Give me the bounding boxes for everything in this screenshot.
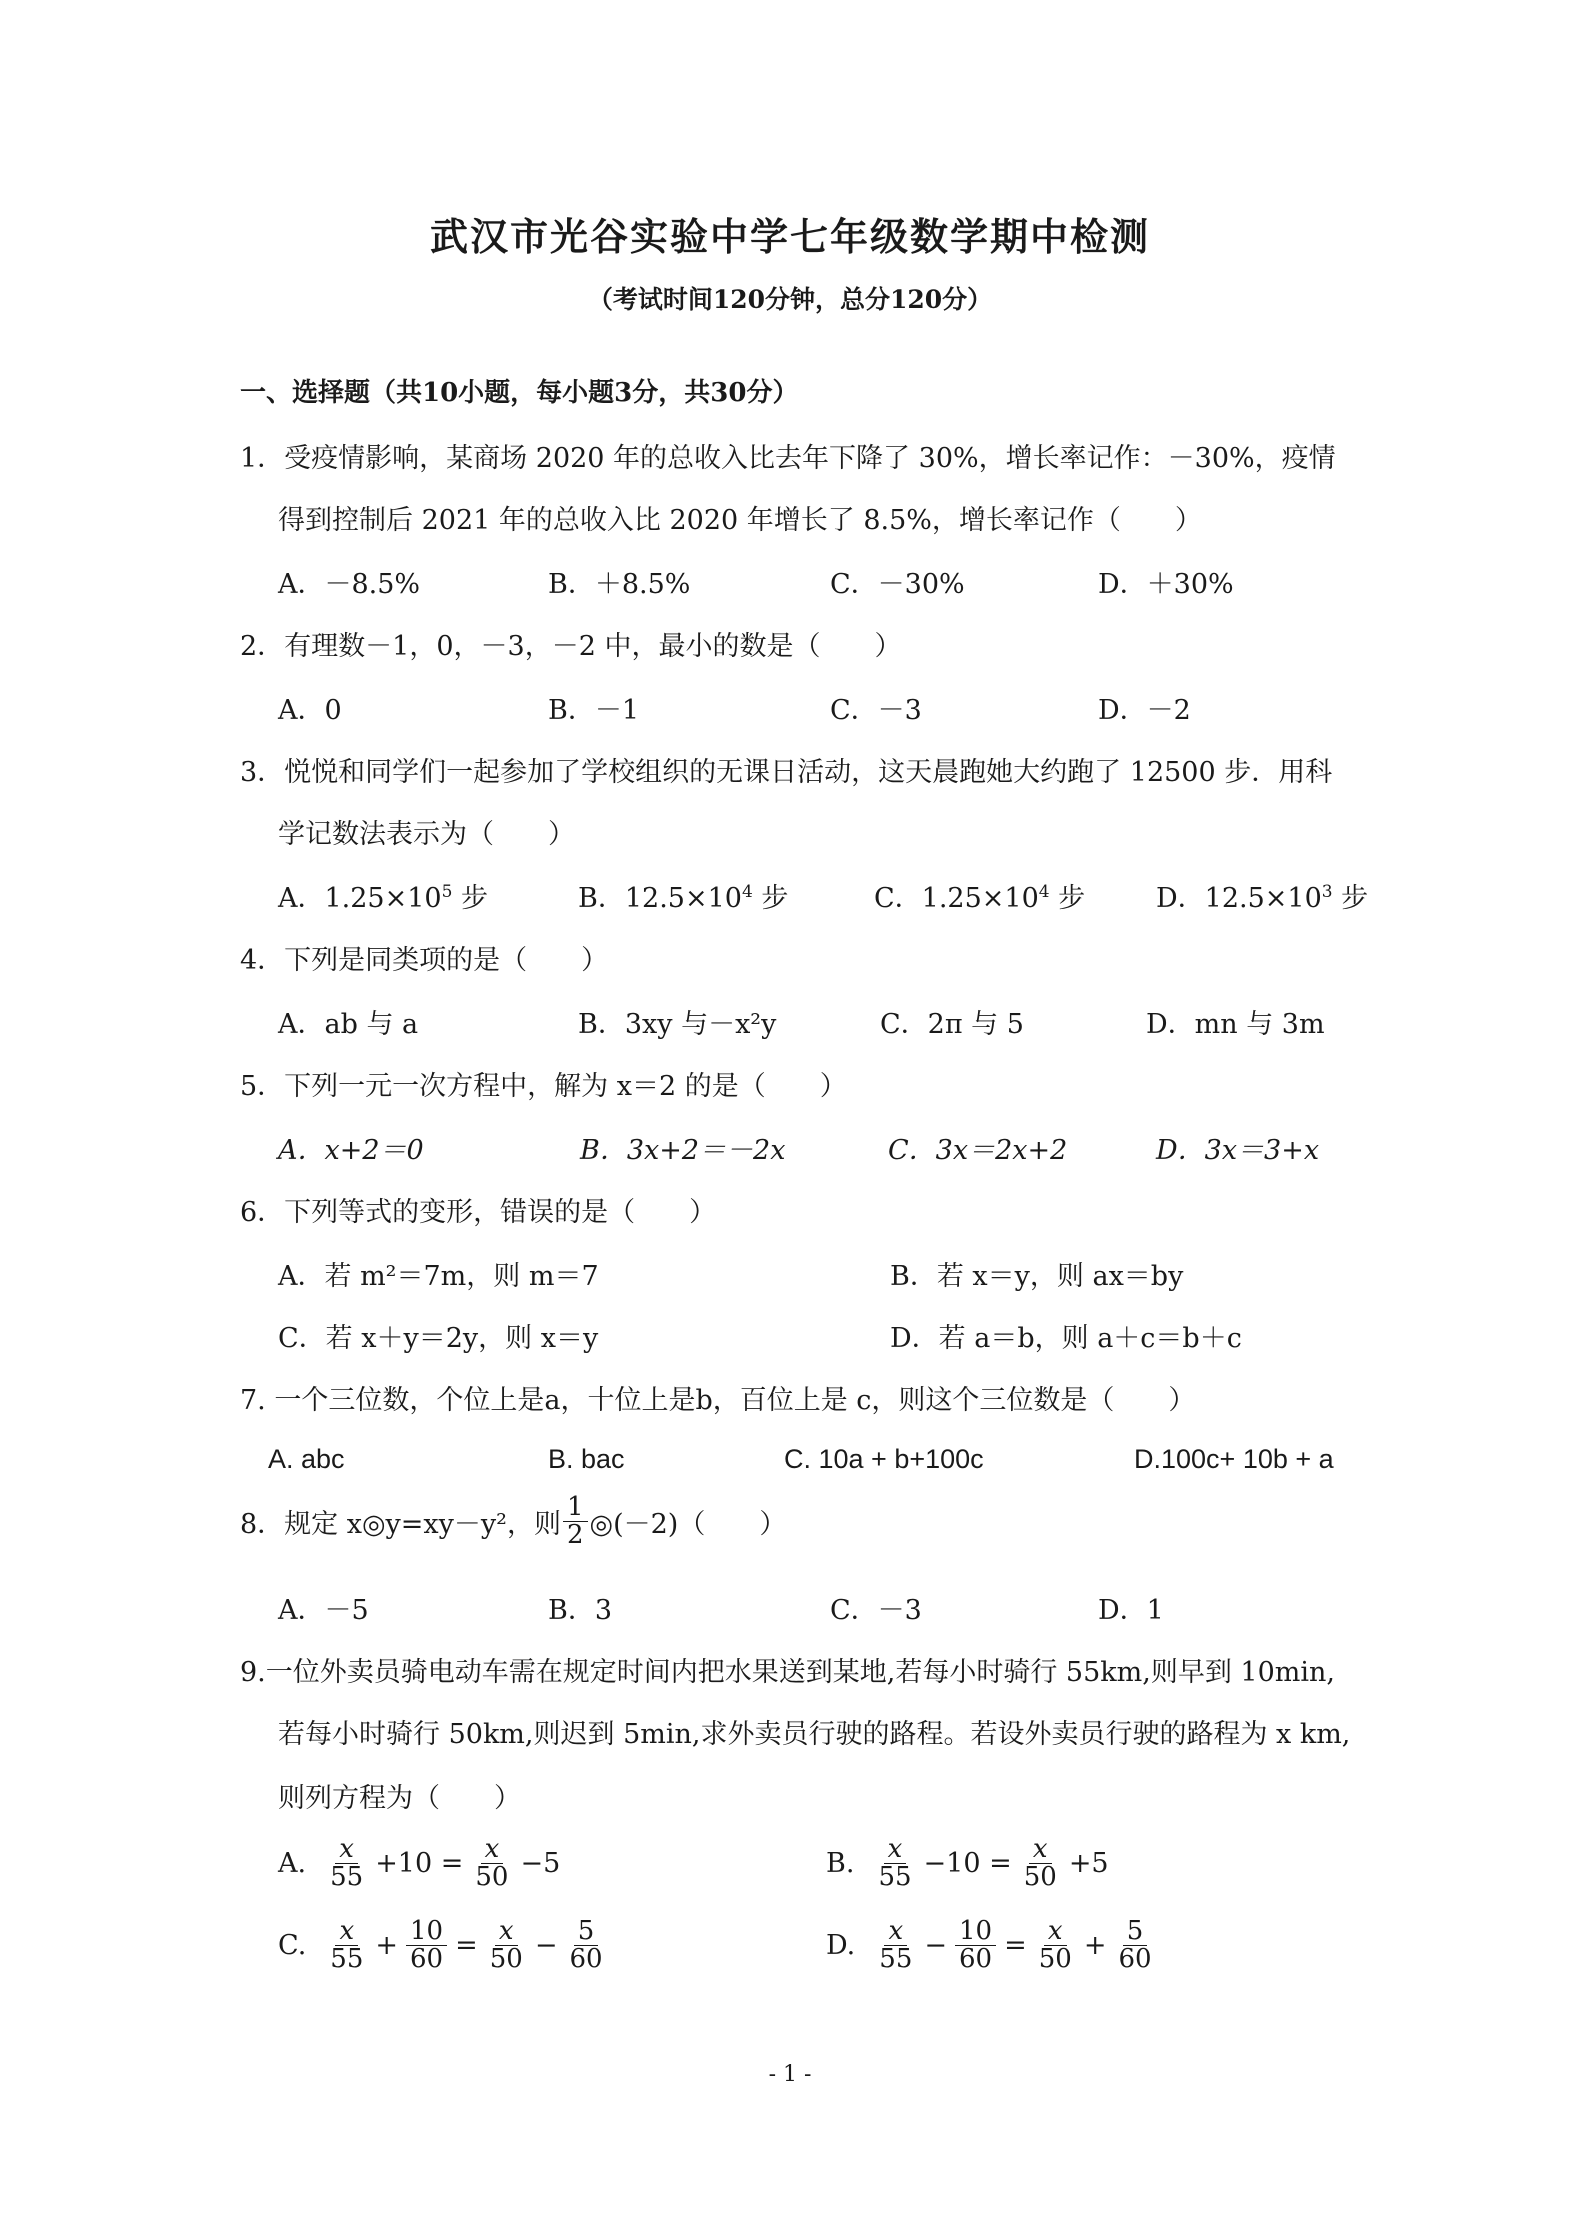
q8-option-d: D．1 — [1098, 1595, 1164, 1626]
q3-option-d: D．$12.5\times 10^3$ 步 — [1156, 882, 1369, 914]
q1-option-d: D．＋30% — [1098, 569, 1234, 600]
exam-subtitle: （考试时间120分钟，总分120分） — [587, 285, 993, 314]
q9-option-d: D. $\frac{x}{55}$ − $\frac{10}{60}$ = $\frac{x}{50}$ + $\frac{5}{60}$ — [826, 1916, 1152, 1975]
q9-line2: 若每小时骑行 50km,则迟到 5min,求外卖员行驶的路程。若设外卖员行驶的路程为 x km, — [278, 1719, 1351, 1750]
q7-option-a: A. abc — [268, 1444, 345, 1474]
q6-line1: 6．下列等式的变形，错误的是（ ） — [240, 1197, 717, 1228]
section-heading: 一、选择题（共10小题，每小题3分，共30分） — [240, 378, 799, 408]
q3-line1: 3．悦悦和同学们一起参加了学校组织的无课日活动，这天晨跑她大约跑了 12500 步．用科 — [240, 757, 1333, 788]
q1-line1: 1．受疫情影响，某商场 2020 年的总收入比去年下降了 30%，增长率记作：－30%，疫情 — [240, 443, 1336, 474]
q8-line1 — [240, 1494, 786, 1550]
q4-option-b: B．3xy 与－x²y — [578, 1009, 777, 1040]
q6-option-b: B．若 x＝y，则 ax＝by — [890, 1261, 1184, 1292]
q2-option-b: B．－1 — [548, 695, 640, 726]
q9-line1: 9.一位外卖员骑电动车需在规定时间内把水果送到某地,若每小时骑行 55km,则早到 10min, — [240, 1657, 1335, 1688]
q5-option-b: B．3x+2＝－2x — [580, 1135, 786, 1166]
q3-option-a: A．$1.25\times 10^5$ 步 — [278, 882, 489, 914]
q7-option-d: D.100c+ 10b + a — [1134, 1444, 1334, 1474]
q6-option-a: A．若 m²＝7m，则 m＝7 — [278, 1261, 599, 1292]
q8-option-c: C．－3 — [830, 1595, 922, 1626]
page-number: - 1 - — [768, 2062, 812, 2087]
q5-line1: 5．下列一元一次方程中，解为 x＝2 的是（ ） — [240, 1071, 847, 1102]
q7-option-b: B. bac — [548, 1444, 625, 1474]
q4-line1: 4．下列是同类项的是（ ） — [240, 945, 609, 976]
q8-option-b: B．3 — [548, 1595, 613, 1626]
q8-option-a: A．－5 — [278, 1595, 369, 1626]
q1-option-c: C．－30% — [830, 569, 965, 600]
q8-stem-post: ◎(－2)（ ） — [589, 1509, 787, 1541]
q4-option-c: C．2π 与 5 — [880, 1009, 1024, 1040]
q2-option-d: D．－2 — [1098, 695, 1191, 726]
q5-option-d: D．3x＝3+x — [1156, 1135, 1320, 1166]
q2-option-a: A．0 — [278, 695, 342, 726]
exam-title: 武汉市光谷实验中学七年级数学期中检测 — [429, 214, 1150, 259]
q2-line1: 2．有理数－1，0，－3，－2 中，最小的数是（ ） — [240, 631, 902, 662]
q6-option-d: D．若 a＝b，则 a＋c＝b＋c — [890, 1323, 1242, 1354]
q8-stem-pre: 8．规定 x◎y=xy－y²，则 — [240, 1509, 561, 1541]
q3-line2: 学记数法表示为（ ） — [278, 819, 575, 850]
q2-option-c: C．－3 — [830, 695, 922, 726]
q5-option-c: C．3x＝2x+2 — [888, 1135, 1068, 1166]
q4-option-d: D．mn 与 3m — [1146, 1009, 1325, 1040]
q1-option-a: A．－8.5% — [278, 569, 421, 600]
q4-option-a: A．ab 与 a — [278, 1009, 419, 1040]
q1-option-b: B．＋8.5% — [548, 569, 691, 600]
q9-option-b: B. $\frac{x}{55}$ −10 = $\frac{x}{50}$ +5 — [826, 1834, 1109, 1893]
q7-option-c: C. 10a + b+100c — [784, 1444, 984, 1474]
q6-option-c: C．若 x＋y＝2y，则 x＝y — [278, 1323, 599, 1354]
q5-option-a: A．x+2＝0 — [278, 1135, 424, 1166]
q1-line2: 得到控制后 2021 年的总收入比 2020 年增长了 8.5%，增长率记作（ ） — [278, 505, 1202, 536]
q7-line1: 7. 一个三位数，个位上是a，十位上是b，百位上是 c，则这个三位数是（ ） — [240, 1385, 1196, 1416]
q8-fraction: $\frac{1}{2}$ — [563, 1494, 588, 1550]
q9-line3: 则列方程为（ ） — [278, 1783, 521, 1814]
q3-option-b: B．$12.5\times 10^4$ 步 — [578, 882, 789, 914]
q3-option-c: C．$1.25\times 10^4$ 步 — [874, 882, 1086, 914]
q9-option-a: A. $\frac{x}{55}$ +10 = $\frac{x}{50}$ −5 — [278, 1834, 561, 1893]
q9-option-c: C. $\frac{x}{55}$ + $\frac{10}{60}$ = $\frac{x}{50}$ − $\frac{5}{60}$ — [278, 1916, 603, 1975]
